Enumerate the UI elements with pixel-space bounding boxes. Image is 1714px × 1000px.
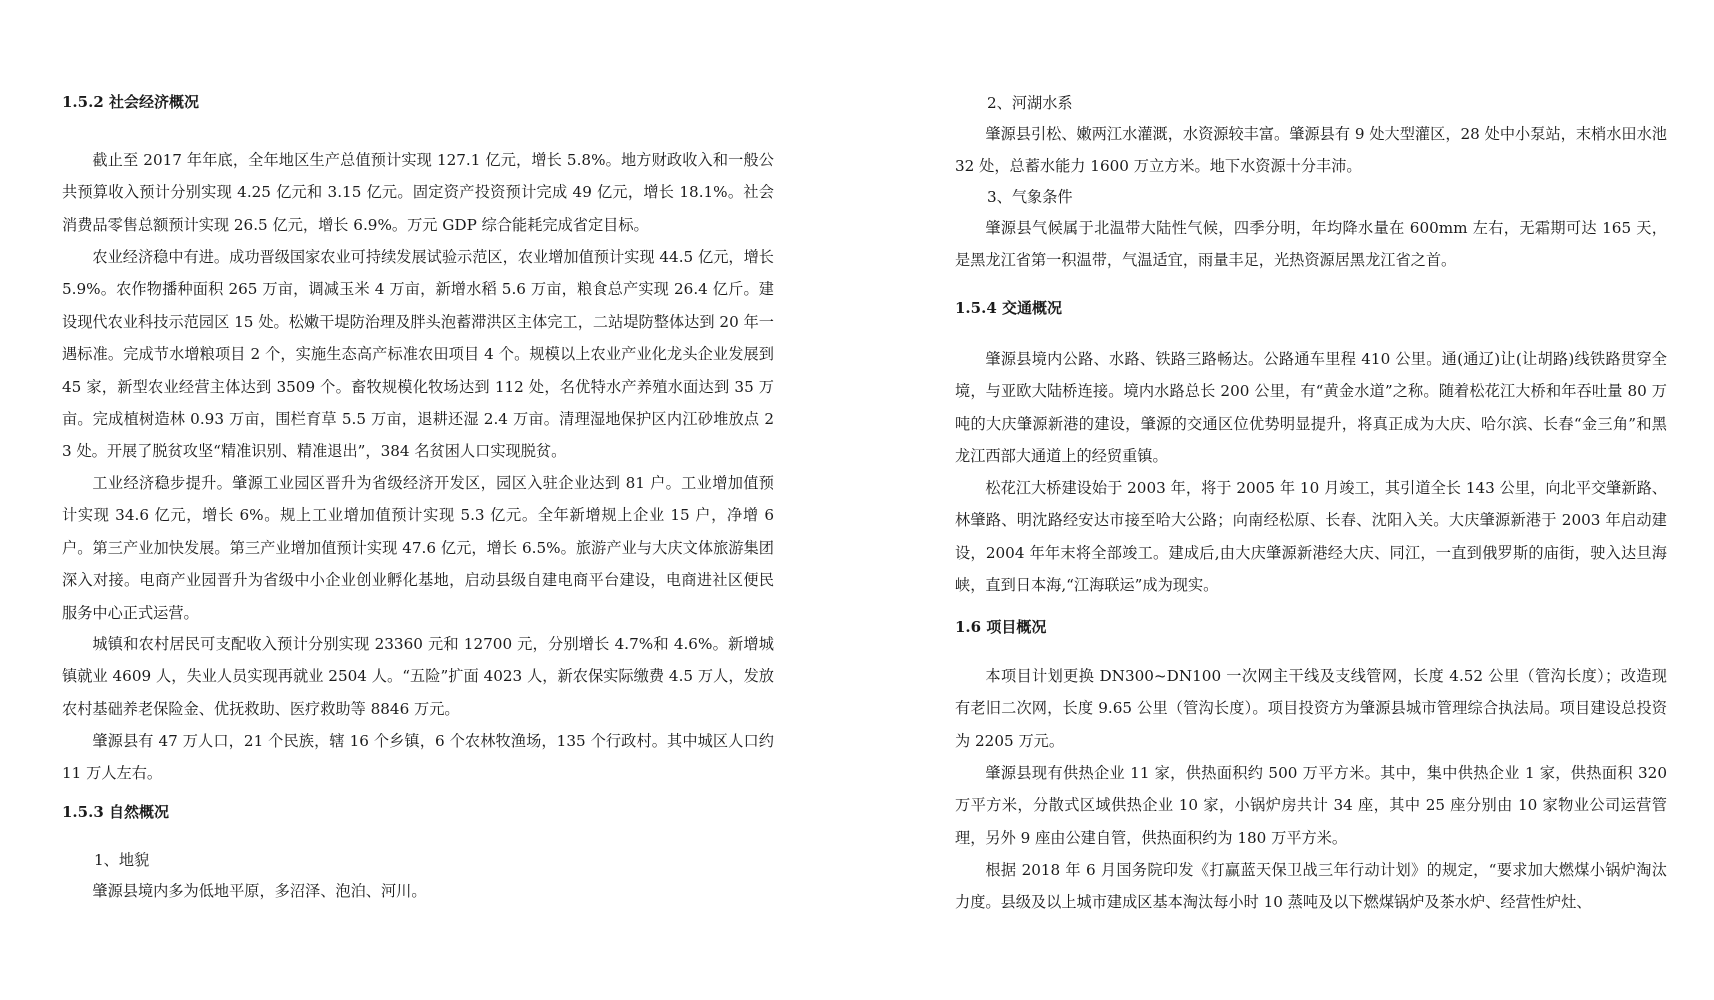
paragraph-transport-overview: 肇源县境内公路、水路、铁路三路畅达。公路通车里程 410 公里。通(通辽)让(让胡路)线铁路贯穿全境，与亚欧大陆桥连接。境内水路总长 200 公里，有“黄金水道”之称。随着松花江大桥和年吞吐量 80 万吨的大庆肇源新港的建设，肇源的交通区位优势明显提升，将真正成为大庆、哈尔滨、长春“金三角”和黑龙江西部大通道上的经贸重镇。 <box>955 350 1667 466</box>
right-page <box>955 0 1667 1000</box>
section-heading-transport: 1.5.4 交通概况 <box>955 299 1062 317</box>
paragraph-policy: 根据 2018 年 6 月国务院印发《打赢蓝天保卫战三年行动计划》的规定，“要求加大燃煤小锅炉淘汰力度。县级及以上城市建成区基本淘汰每小时 10 蒸吨及以下燃煤锅炉及茶水炉、经营性炉灶、 <box>955 861 1667 912</box>
paragraph-climate: 肇源县气候属于北温带大陆性气候，四季分明，年均降水量在 600mm 左右，无霜期可达 165 天，是黑龙江省第一积温带，气温适宜，雨量丰足，光热资源居黑龙江省之首。 <box>955 219 1667 270</box>
paragraph-bridge-port: 松花江大桥建设始于 2003 年，将于 2005 年 10 月竣工，其引道全长 143 公里，向北平交肇新路、林肇路、明沈路经安达市接至哈大公路；向南经松原、长春、沈阳入关。大庆肇源新港于 2003 年启动建设，2004 年年末将全部竣工。建成后,由大庆肇源新港经大庆、同江，一直到俄罗斯的庙街，驶入达旦海峡，直到日本海,“江海联运”成为现实。 <box>955 479 1667 595</box>
section-heading-project: 1.6 项目概况 <box>955 618 1047 636</box>
subheading-climate: 3、气象条件 <box>987 188 1073 206</box>
left-page <box>62 0 774 1000</box>
subheading-rivers-lakes: 2、河湖水系 <box>987 94 1073 112</box>
paragraph-heating-status: 肇源县现有供热企业 11 家，供热面积约 500 万平方米。其中，集中供热企业 1 家，供热面积 320 万平方米，分散式区域供热企业 10 家，小锅炉房共计 34 座，其中 25 座分别由 10 家物业公司运营管理，另外 9 座由公建自管，供热面积约为 180 万平方米。 <box>955 764 1667 847</box>
paragraph-landform: 肇源县境内多为低地平原，多沼泽、泡泊、河川。 <box>92 882 427 900</box>
section-heading-social-economy: 1.5.2 社会经济概况 <box>62 93 199 111</box>
subheading-landform: 1、地貌 <box>94 851 150 869</box>
paragraph-industry: 工业经济稳步提升。肇源工业园区晋升为省级经济开发区，园区入驻企业达到 81 户。工业增加值预计实现 34.6 亿元，增长 6%。规上工业增加值预计实现 5.3 亿元。全年新增规上企业 15 户，净增 6 户。第三产业加快发展。第三产业增加值预计实现 47.6 亿元，增长 6.5%。旅游产业与大庆文体旅游集团深入对接。电商产业园晋升为省级中小企业创业孵化基地，启动县级自建电商平台建设，电商进社区便民服务中心正式运营。 <box>62 474 774 622</box>
section-heading-nature: 1.5.3 自然概况 <box>62 803 169 821</box>
paragraph-rivers-lakes: 肇源县引松、嫩两江水灌溉，水资源较丰富。肇源县有 9 处大型灌区，28 处中小泵站，末梢水田水池 32 处，总蓄水能力 1600 万立方米。地下水资源十分丰沛。 <box>955 125 1667 176</box>
paragraph-income: 城镇和农村居民可支配收入预计分别实现 23360 元和 12700 元，分别增长 4.7%和 4.6%。新增城镇就业 4609 人，失业人员实现再就业 2504 人。“五险”扩面 4023 人，新农保实际缴费 4.5 万人，发放农村基础养老保险金、优抚救助、医疗救助等 8846 万元。 <box>62 635 774 718</box>
paragraph-agriculture: 农业经济稳中有进。成功晋级国家农业可持续发展试验示范区，农业增加值预计实现 44.5 亿元，增长 5.9%。农作物播种面积 265 万亩，调减玉米 4 万亩，新增水稻 5.6 万亩，粮食总产实现 26.4 亿斤。建设现代农业科技示范园区 15 处。松嫩干堤防治理及胖头泡蓄滞洪区主体完工，二站堤防整体达到 20 年一遇标准。完成节水增粮项目 2 个，实施生态高产标准农田项目 4 个。规模以上农业产业化龙头企业发展到 45 家，新型农业经营主体达到 3509 个。畜牧规模化牧场达到 112 处，名优特水产养殖水面达到 35 万亩。完成植树造林 0.93 万亩，围栏育草 5.5 万亩，退耕还湿 2.4 万亩。清理湿地保护区内江砂堆放点 23 处。开展了脱贫攻坚“精准识别、精准退出”，384 名贫困人口实现脱贫。 <box>62 248 774 461</box>
paragraph-economy-summary: 截止至 2017 年年底，全年地区生产总值预计实现 127.1 亿元，增长 5.8%。地方财政收入和一般公共预算收入预计分别实现 4.25 亿元和 3.15 亿元。固定资产投资预计完成 49 亿元，增长 18.1%。社会消费品零售总额预计实现 26.5 亿元，增长 6.9%。万元 GDP 综合能耗完成省定目标。 <box>62 151 774 234</box>
paragraph-project-scope: 本项目计划更换 DN300~DN100 一次网主干线及支线管网，长度 4.52 公里（管沟长度）；改造现有老旧二次网，长度 9.65 公里（管沟长度）。项目投资方为肇源县城市管理综合执法局。项目建设总投资为 2205 万元。 <box>955 667 1667 750</box>
paragraph-population: 肇源县有 47 万人口，21 个民族，辖 16 个乡镇，6 个农林牧渔场，135 个行政村。其中城区人口约 11 万人左右。 <box>62 732 774 783</box>
